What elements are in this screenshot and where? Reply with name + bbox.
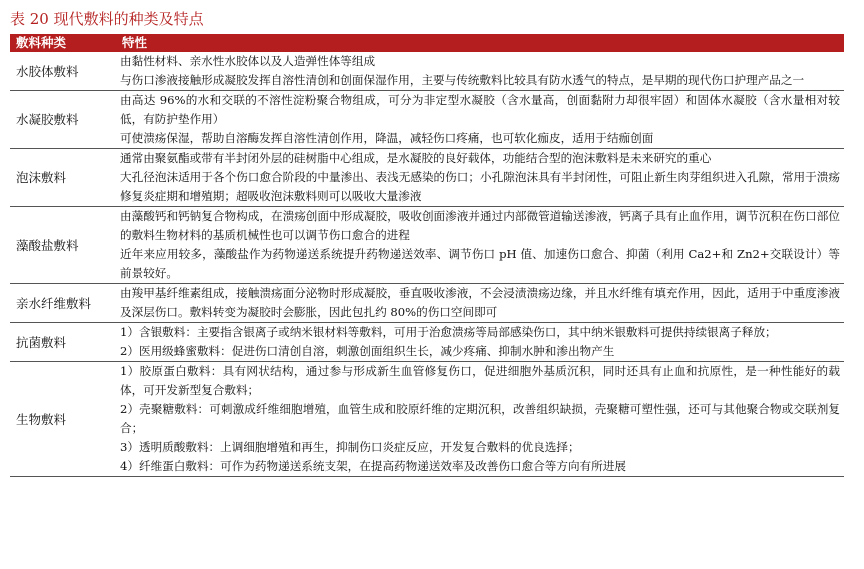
table-header-row — [10, 34, 844, 52]
description-line: 由高达 96%的水和交联的不溶性淀粉聚合物组成，可分为非定型水凝胶（含水量高，创面黏附力却很牢固）和固体水凝胶（含水量相对较低，有防护垫作用） — [120, 93, 840, 126]
dressing-table — [10, 34, 844, 477]
description-line: 3）透明质酸敷料：上调细胞增殖和再生，抑制伤口炎症反应，开发复合敷料的优良选择； — [120, 440, 580, 454]
table-row — [10, 207, 844, 284]
description-line: 大孔径泡沫适用于各个伤口愈合阶段的中量渗出、表浅无感染的伤口；小孔隙泡沫具有半封闭性，可阻止新生肉芽组织进入孔隙，常用于溃疡修复炎症期和增殖期；超吸收泡沫敷料则可以吸收大量渗液 — [120, 170, 840, 203]
row-category: 藻酸盐敷料 — [10, 207, 116, 284]
row-description — [116, 91, 844, 149]
table-row — [10, 284, 844, 323]
row-category: 亲水纤维敷料 — [10, 284, 116, 323]
row-description — [116, 52, 844, 91]
table-row — [10, 149, 844, 207]
row-description — [116, 207, 844, 284]
row-category: 水胶体敷料 — [10, 52, 116, 91]
table-row — [10, 323, 844, 362]
row-category: 泡沫敷料 — [10, 149, 116, 207]
row-category: 生物敷料 — [10, 362, 116, 477]
description-line: 2）医用级蜂蜜敷料：促进伤口清创自溶，刺激创面组织生长，减少疼痛、抑制水肿和渗出物产生 — [120, 344, 615, 358]
description-line: 由羧甲基纤维素组成，接触溃疡面分泌物时形成凝胶，垂直吸收渗液，不会浸渍溃疡边缘，并且水纤维有填充作用，因此，适用于中重度渗液及深层伤口。敷料转变为凝胶时会膨胀，因此包扎约 80%的伤口空间即可 — [120, 286, 840, 319]
row-category: 抗菌敷料 — [10, 323, 116, 362]
description-line: 近年来应用较多，藻酸盐作为药物递送系统提升药物递送效率、调节伤口 pH 值、加速伤口愈合、抑菌（利用 Ca2+和 Zn2+交联设计）等前景较好。 — [120, 247, 840, 280]
description-line: 由藻酸钙和钙钠复合物构成，在溃疡创面中形成凝胶，吸收创面渗液并通过内部微管道输送渗液，钙离子具有止血作用，调节沉积在伤口部位的敷料生物材料的基质机械性也可以调节伤口愈合的进程 — [120, 209, 840, 242]
description-line: 可使溃疡保湿，帮助自溶酶发挥自溶性清创作用，降温，减轻伤口疼痛，也可软化痂皮，适用于结痂创面 — [120, 131, 654, 145]
row-description — [116, 323, 844, 362]
header-category: 敷料种类 — [10, 34, 116, 52]
row-description — [116, 284, 844, 323]
description-line: 通常由聚氨酯或带有半封闭外层的硅树脂中心组成，是水凝胶的良好载体，功能结合型的泡沫敷料是未来研究的重心 — [120, 151, 712, 165]
description-line: 2）壳聚糖敷料：可刺激成纤维细胞增殖，血管生成和胶原纤维的定期沉积，改善组织缺损，壳聚糖可塑性强，还可与其他聚合物或交联剂复合； — [120, 402, 840, 435]
description-line: 1）含银敷料：主要指含银离子或纳米银材料等敷料，可用于治愈溃疡等局部感染伤口，其中纳米银敷料可提供持续银离子释放； — [120, 325, 777, 339]
row-description — [116, 362, 844, 477]
row-description — [116, 149, 844, 207]
table-row — [10, 52, 844, 91]
row-category: 水凝胶敷料 — [10, 91, 116, 149]
table-row — [10, 91, 844, 149]
header-properties: 特性 — [116, 34, 844, 52]
description-line: 4）纤维蛋白敷料：可作为药物递送系统支架，在提高药物递送效率及改善伤口愈合等方向有所进展 — [120, 459, 626, 473]
table-title: 表 20 现代敷料的种类及特点 — [10, 10, 204, 28]
description-line: 1）胶原蛋白敷料：具有网状结构，通过参与形成新生血管修复伤口，促进细胞外基质沉积，同时还具有止血和抗原性，是一种性能好的载体，可开发新型复合敷料； — [120, 364, 840, 397]
table-row — [10, 362, 844, 477]
description-line: 由黏性材料、亲水性水胶体以及人造弹性体等组成 — [120, 54, 376, 68]
description-line: 与伤口渗液接触形成凝胶发挥自溶性清创和创面保湿作用，主要与传统敷料比较具有防水透气的特点，是早期的现代伤口护理产品之一 — [120, 73, 805, 87]
